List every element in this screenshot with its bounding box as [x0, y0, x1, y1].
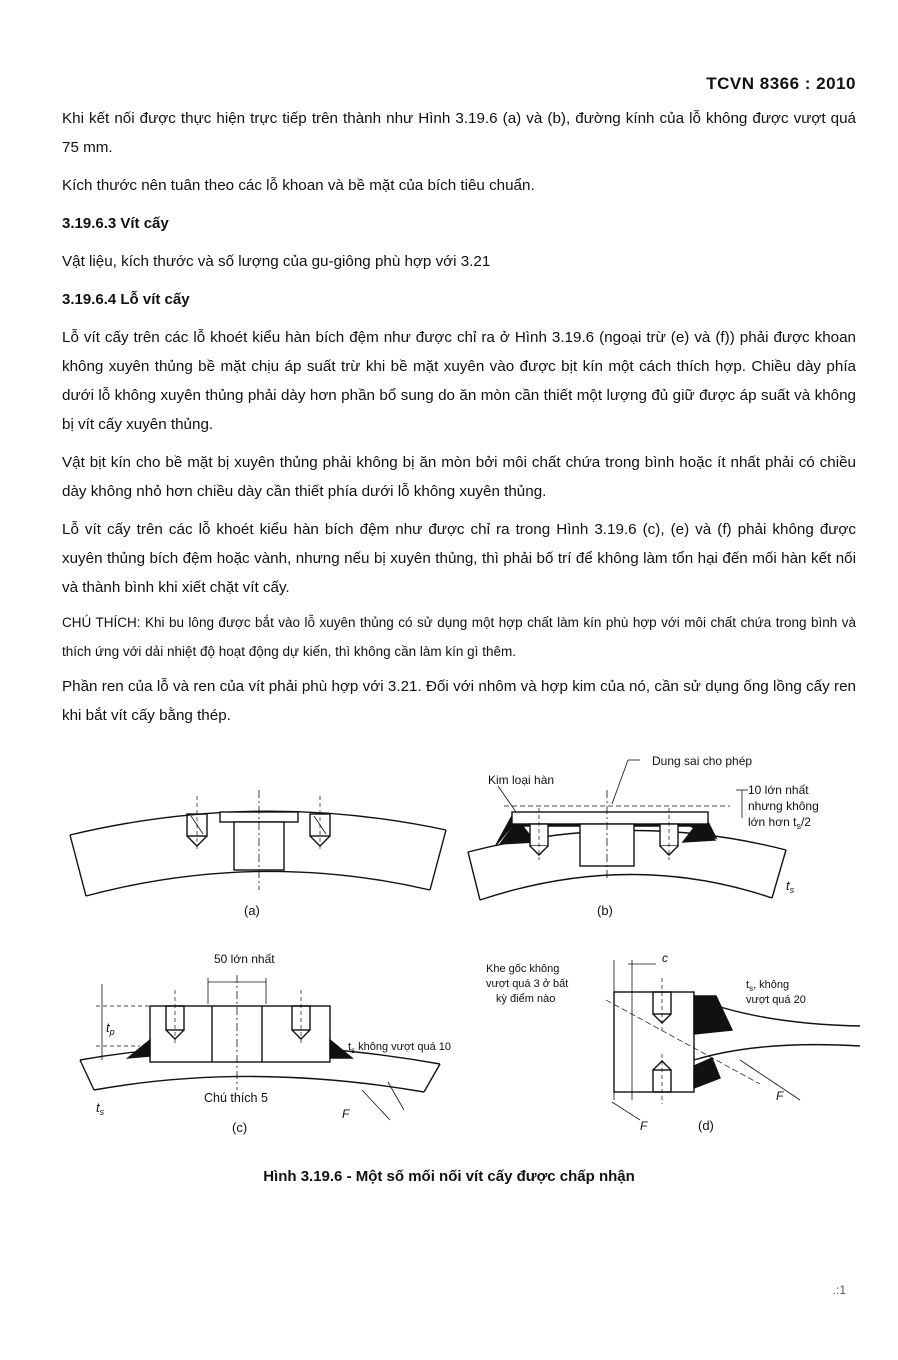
figure-d: [486, 951, 860, 1133]
figure-caption: Hình 3.19.6 - Một số mối nối vít cấy được chấp nhận: [263, 1168, 635, 1185]
note-5-label: Chú thích 5: [204, 1091, 268, 1105]
page-number: .:1: [832, 1283, 846, 1297]
paragraph-7: Phần ren của lỗ và ren của vít phải phù hợp với 3.21. Đối với nhôm và hợp kim của nó, cần sử dụng ống lồng cấy ren khi bắt vít cấy bằng thép.: [62, 678, 856, 724]
max-10-label-1: 10 lớn nhất: [748, 783, 809, 797]
paragraph-4: Lỗ vít cấy trên các lỗ khoét kiểu hàn bích đệm như được chỉ ra ở Hình 3.19.6 (ngoại trừ (e) và (f)) phải được khoan không xuyên thủng bề mặt chịu áp suất trừ khi bề mặt xuyên vào được bịt kín một cách thích hợp. Chiều dày phía dưới lỗ không xuyên thủng phải dày hơn phần bổ sung do ăn mòn cần thiết một lượng đủ giữ được áp suất và không bị vít cấy xuyên thủng.: [62, 329, 856, 433]
figure-a-label: (a): [244, 903, 260, 918]
root-gap-label-2: vượt quá 3 ở bất: [486, 978, 569, 990]
paragraph-3: Vật liệu, kích thước và số lượng của gu-giông phù hợp với 3.21: [62, 253, 491, 270]
tp-label: $t_p$: [106, 1020, 115, 1037]
ts-label-b: $t_s$: [786, 878, 795, 895]
figure-c-label: (c): [232, 1120, 248, 1135]
max-10-label-3: lớn hơn $t_s/2$: [748, 815, 811, 831]
paragraph-6: Lỗ vít cấy trên các lỗ khoét kiểu hàn bích đệm như được chỉ ra trong Hình 3.19.6 (c), (e) và (f) phải không được xuyên thủng bích đệm hoặc vành, nhưng nếu bị xuyên thủng, thì phải bố trí để không làm tổn hại đến mối hàn kết nối và thành bình khi xiết chặt vít cấy.: [62, 521, 856, 596]
figure-d-label: (d): [698, 1118, 714, 1133]
weld-metal-label: Kim loại hàn: [488, 773, 555, 787]
f-label-d-right: F: [776, 1089, 784, 1103]
section-heading-vit-cay: 3.19.6.3 Vít cấy: [62, 215, 169, 232]
stud-hole-left: [187, 796, 207, 852]
f-label-d-bottom: F: [640, 1119, 648, 1133]
figure-3-19-6: [0, 740, 898, 1160]
te-note-label: $t_s$ không vượt quá 10: [348, 1041, 451, 1055]
root-gap-label-1: Khe gốc không: [486, 963, 560, 975]
t-note-label-2: vượt quá 20: [746, 994, 806, 1006]
paragraph-5: Vật bịt kín cho bề mặt bị xuyên thủng phải không bị ăn mòn bởi môi chất chứa trong bình hoặc ít nhất phải có chiều dày không nhỏ hơn chiều dày cần thiết phía dưới lỗ không xuyên thủng.: [62, 454, 856, 500]
t-note-label-1: $t_s$, không: [746, 979, 790, 993]
figure-c: [80, 952, 451, 1135]
figure-a: [70, 790, 446, 918]
stud-hole-right: [310, 796, 330, 852]
standard-header: TCVN 8366 : 2010: [706, 74, 856, 93]
note: CHÚ THÍCH: Khi bu lông được bắt vào lỗ xuyên thủng có sử dụng một hợp chất làm kín phù hợp với môi chất chứa trong bình và thích ứng với dải nhiệt độ hoạt động dự kiến, thì không cần làm kín gì thêm.: [62, 615, 856, 659]
ts-label-c: $t_s$: [96, 1100, 105, 1117]
paragraph-1: Khi kết nối được thực hiện trực tiếp trên thành như Hình 3.19.6 (a) và (b), đường kính của lỗ không được vượt quá 75 mm.: [62, 110, 856, 156]
root-gap-label-3: kỳ điểm nào: [496, 993, 556, 1005]
section-heading-lo-vit-cay: 3.19.6.4 Lỗ vít cấy: [62, 291, 190, 308]
body-text: [62, 104, 856, 730]
c-label: c: [662, 951, 668, 965]
figure-b-label: (b): [597, 903, 613, 918]
figure-b: [468, 754, 819, 918]
f-label-c: F: [342, 1107, 350, 1121]
width-max-label: 50 lớn nhất: [214, 952, 275, 966]
paragraph-2: Kích thước nên tuân theo các lỗ khoan và bề mặt của bích tiêu chuẩn.: [62, 177, 535, 194]
tolerance-label: Dung sai cho phép: [652, 754, 753, 768]
max-10-label-2: nhưng không: [748, 799, 819, 813]
